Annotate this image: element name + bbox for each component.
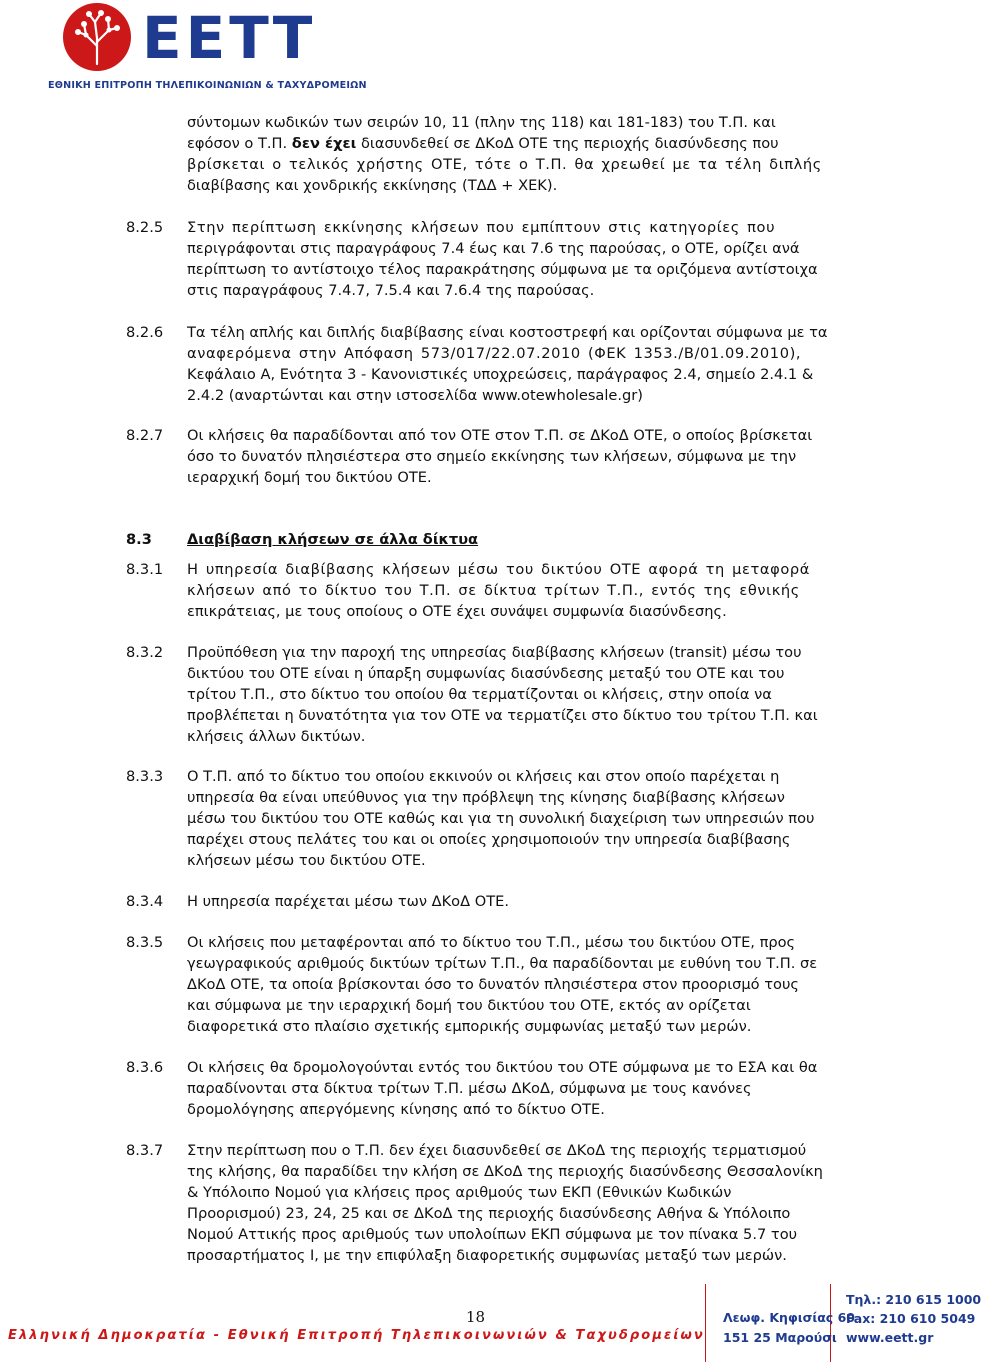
section-number-8-3: 8.3 [126, 531, 152, 548]
paragraph-8-3-7-line-6: προσαρτήματος Ι, με την επιφύλαξη διαφορετικής συμφωνίας μεταξύ των μερών. [187, 1247, 787, 1264]
paragraph-8-3-4-line-1: Η υπηρεσία παρέχεται μέσω των ΔΚοΔ ΟΤΕ. [187, 893, 509, 910]
paragraph-8-2-5-line-3: περίπτωση το αντίστοιχο τέλος παρακράτησης σύμφωνα με τα οριζόμενα αντίστοιχα [187, 261, 818, 278]
footer-motto: Ελληνική Δημοκρατία - Εθνική Επιτροπή Τηλεπικοινωνιών & Ταχυδρομείων [8, 1328, 705, 1343]
section-number-8-3-7: 8.3.7 [126, 1142, 164, 1159]
paragraph-8-2-5-line-2: περιγράφονται στις παραγράφους 7.4 έως και 7.6 της παρούσας, ο ΟΤΕ, ορίζει ανά [187, 240, 800, 257]
paragraph-8-3-3-line-5: κλήσεων μέσω του δικτύου ΟΤΕ. [187, 852, 426, 869]
section-title-8-3: Διαβίβαση κλήσεων σε άλλα δίκτυα [187, 531, 479, 548]
paragraph-8-3-6-line-1: Οι κλήσεις θα δρομολογούνται εντός του δικτύου του ΟΤΕ σύμφωνα με το ΕΣΑ και θα [187, 1059, 818, 1076]
section-number-8-3-3: 8.3.3 [126, 768, 164, 785]
text-span: εφόσον ο Τ.Π. [187, 135, 292, 152]
footer-phone: Τηλ.: 210 615 1000 [846, 1292, 981, 1307]
footer-divider [705, 1284, 706, 1362]
paragraph-8-3-2-line-1: Προϋπόθεση για την παροχή της υπηρεσίας διαβίβασης κλήσεων (transit) μέσω του [187, 644, 802, 661]
section-number-8-3-5: 8.3.5 [126, 934, 164, 951]
paragraph-8-3-7-line-3: & Υπόλοιπο Νομού για κλήσεις προς αριθμούς των ΕΚΠ (Εθνικών Κωδικών [187, 1184, 732, 1201]
paragraph-8-3-5-line-3: ΔΚοΔ ΟΤΕ, τα οποία βρίσκονται όσο το δυνατόν πλησιέστερα στον προορισμό τους [187, 976, 799, 993]
paragraph-8-3-7-line-1: Στην περίπτωση που ο Τ.Π. δεν έχει διασυνδεθεί σε ΔΚοΔ της περιοχής τερματισμού [187, 1142, 807, 1159]
paragraph-8-2-7-line-2: όσο το δυνατόν πλησιέστερα στο σημείο εκκίνησης των κλήσεων, σύμφωνα με την [187, 448, 797, 465]
footer-address-city: 151 25 Μαρούσι [723, 1330, 837, 1345]
paragraph-8-3-5-line-5: διαφορετικά στο πλαίσιο σχετικής εμπορικής συμφωνίας μεταξύ των μερών. [187, 1018, 752, 1035]
footer-website-link[interactable]: www.eett.gr [846, 1330, 934, 1345]
paragraph-8-3-1-line-1: Η υπηρεσία διαβίβασης κλήσεων μέσω του δικτύου ΟΤΕ αφορά τη μεταφορά [187, 561, 810, 578]
eett-logo [48, 2, 367, 100]
paragraph-8-2-6-line-4: 2.4.2 (αναρτώνται και στην ιστοσελίδα www.otewholesale.gr) [187, 387, 643, 404]
logo-subtitle: ΕΘΝΙΚΗ ΕΠΙΤΡΟΠΗ ΤΗΛΕΠΙΚΟΙΝΩΝΙΩΝ & ΤΑΧΥΔΡΟΜΕΙΩΝ [48, 80, 367, 91]
paragraph-8-2-6-line-1: Τα τέλη απλής και διπλής διαβίβασης είναι κοστοστρεφή και ορίζονται σύμφωνα με τα [187, 324, 828, 341]
text-span: διασυνδεθεί σε ΔΚοΔ ΟΤΕ της περιοχής διασύνδεσης που [356, 135, 779, 152]
paragraph-8-3-6-line-2: παραδίνονται στα δίκτυα τρίτων Τ.Π. μέσω ΔΚοΔ, σύμφωνα με τους κανόνες [187, 1080, 752, 1097]
paragraph-8-3-2-line-5: κλήσεις άλλων δικτύων. [187, 728, 366, 745]
section-number-8-2-5: 8.2.5 [126, 219, 164, 236]
paragraph-8-3-2-line-2: δικτύου του ΟΤΕ είναι η ύπαρξη συμφωνίας διασύνδεσης μεταξύ του ΟΤΕ και του [187, 665, 785, 682]
section-number-8-3-4: 8.3.4 [126, 893, 164, 910]
paragraph-8-3-1-line-2: κλήσεων από το δίκτυο του Τ.Π. σε δίκτυα τρίτων Τ.Π., εντός της εθνικής [187, 582, 800, 599]
paragraph-8-3-3-line-3: μέσω του δικτύου του ΟΤΕ καθώς και για τη συνολική διαχείριση των υπηρεσιών που [187, 810, 815, 827]
paragraph-8-3-5-line-4: και σύμφωνα με την ιεραρχική δομή του δικτύου του ΟΤΕ, εκτός αν ορίζεται [187, 997, 751, 1014]
paragraph-8-2-7-line-3: ιεραρχική δομή του δικτύου ΟΤΕ. [187, 469, 432, 486]
paragraph-8-2-5-line-4: στις παραγράφους 7.4.7, 7.5.4 και 7.6.4 της παρούσας. [187, 282, 595, 299]
footer-fax: Fax: 210 610 5049 [846, 1311, 976, 1326]
paragraph-8-2-7-line-1: Οι κλήσεις θα παραδίδονται από τον ΟΤΕ στον Τ.Π. σε ΔΚοΔ ΟΤΕ, ο οποίος βρίσκεται [187, 427, 813, 444]
paragraph-8-3-5-line-1: Οι κλήσεις που μεταφέρονται από το δίκτυο του Τ.Π., μέσω του δικτύου ΟΤΕ, προς [187, 934, 796, 951]
section-number-8-2-7: 8.2.7 [126, 427, 164, 444]
paragraph-8-2-6-line-3: Κεφάλαιο Α, Ενότητα 3 - Κανονιστικές υποχρεώσεις, παράγραφος 2.4, σημείο 2.4.1 & [187, 366, 814, 383]
paragraph-8-3-7-line-5: Νομού Αττικής προς αριθμούς των υπολοίπων ΕΚΠ σύμφωνα με τον πίνακα 5.7 του [187, 1226, 798, 1243]
footer-address-street: Λεωφ. Κηφισίας 60 [723, 1310, 855, 1325]
paragraph-8-3-7-line-4: Προορισμού) 23, 24, 25 και σε ΔΚοΔ της περιοχής διασύνδεσης Αθήνα & Υπόλοιπο [187, 1205, 791, 1222]
page-footer [0, 1282, 981, 1367]
paragraph-8-3-2-line-4: προβλέπεται η δυνατότητα για τον ΟΤΕ να τερματίζει στο δίκτυο του τρίτου Τ.Π. και [187, 707, 818, 724]
paragraph-8-2-5-line-1: Στην περίπτωση εκκίνησης κλήσεων που εμπίπτουν στις κατηγορίες που [187, 219, 776, 236]
section-number-8-3-1: 8.3.1 [126, 561, 164, 578]
eett-emblem-icon [62, 2, 132, 72]
paragraph-intro-line-2 [187, 133, 840, 154]
paragraph-8-3-1-line-3: επικράτειας, με τους οποίους ο ΟΤΕ έχει συνάψει συμφωνία διασύνδεσης. [187, 603, 727, 620]
paragraph-intro-line-1: σύντομων κωδικών των σειρών 10, 11 (πλην της 118) και 181-183) του Τ.Π. και [187, 114, 776, 131]
paragraph-8-3-7-line-2: της κλήσης, θα παραδίδει την κλήση σε ΔΚοΔ της περιοχής διασύνδεσης Θεσσαλονίκη [187, 1163, 823, 1180]
paragraph-8-3-5-line-2: γεωγραφικούς αριθμούς δικτύων τρίτων Τ.Π., θα παραδίδονται με ευθύνη του Τ.Π. σε [187, 955, 818, 972]
paragraph-intro-line-3: βρίσκεται ο τελικός χρήστης ΟΤΕ, τότε ο Τ.Π. θα χρεωθεί με τα τέλη διπλής [187, 156, 822, 173]
section-number-8-3-2: 8.3.2 [126, 644, 164, 661]
section-number-8-2-6: 8.2.6 [126, 324, 164, 341]
paragraph-8-3-3-line-2: υπηρεσία θα είναι υπεύθυνος για την πρόβλεψη της κίνησης διαβίβασης κλήσεων [187, 789, 785, 806]
paragraph-intro-line-4: διαβίβασης και χονδρικής εκκίνησης (ΤΔΔ + ΧΕΚ). [187, 177, 558, 194]
logo-wordmark: ΕΕΤΤ [142, 4, 317, 72]
page-number: 18 [466, 1308, 486, 1326]
section-number-8-3-6: 8.3.6 [126, 1059, 164, 1076]
emphasis-text: δεν έχει [291, 135, 357, 152]
paragraph-8-3-6-line-3: δρομολόγησης απεργόμενης κίνησης από το δίκτυο ΟΤΕ. [187, 1101, 605, 1118]
paragraph-8-3-3-line-4: παρέχει στους πελάτες του και οι οποίες χρησιμοποιούν την υπηρεσία διαβίβασης [187, 831, 791, 848]
paragraph-8-3-3-line-1: Ο Τ.Π. από το δίκτυο του οποίου εκκινούν οι κλήσεις και στον οποίο παρέχεται η [187, 768, 780, 785]
paragraph-8-2-6-line-2: αναφερόμενα στην Απόφαση 573/017/22.07.2010 (ΦΕΚ 1353./Β/01.09.2010), [187, 345, 802, 362]
paragraph-8-3-2-line-3: τρίτου Τ.Π., στο δίκτυο του οποίου θα τερματίζονται οι κλήσεις, στην οποία να [187, 686, 772, 703]
